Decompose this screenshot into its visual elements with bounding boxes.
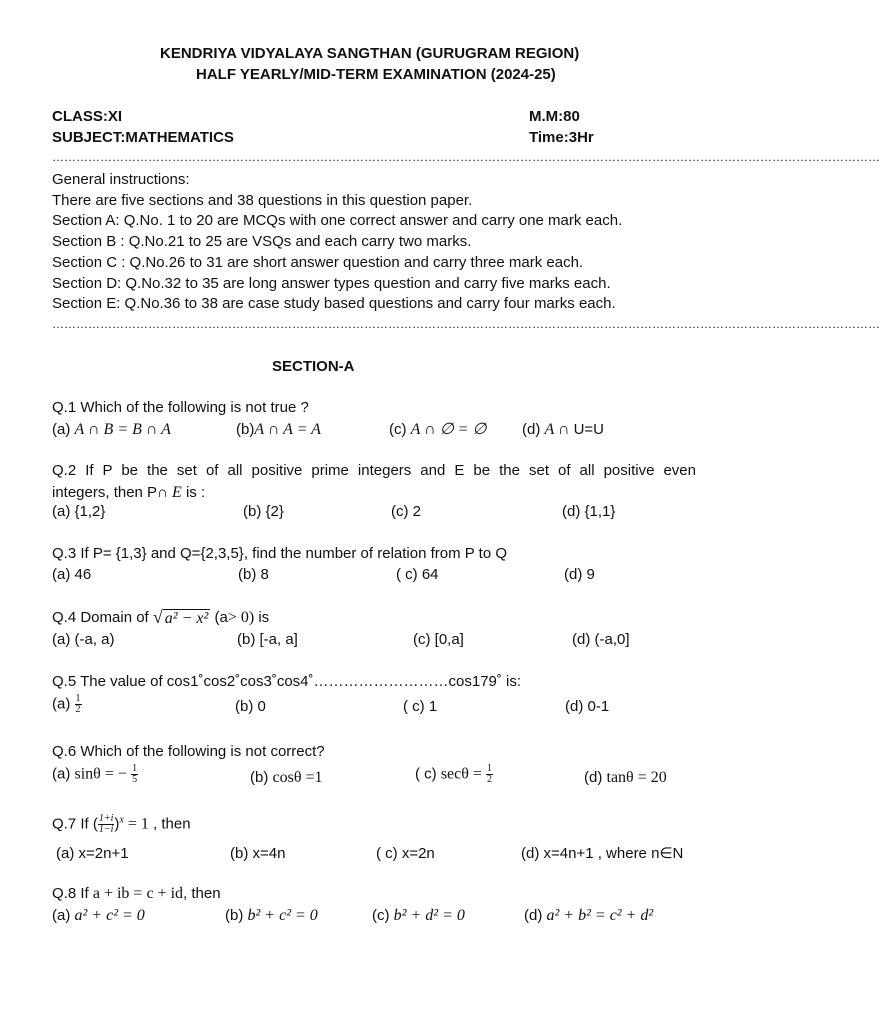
q5-option-c: ( c) 1 [403, 698, 438, 715]
time-label: Time:3Hr [529, 129, 594, 146]
q4-option-b: (b) [-a, a] [237, 631, 298, 648]
q5-option-d: (d) 0-1 [565, 698, 610, 715]
q3-option-b: (b) 8 [238, 566, 269, 583]
fraction: $\frac{1+i}{1-i}$ [98, 813, 114, 835]
q3-option-c: ( c) 64 [396, 566, 439, 583]
question-1-stem: Q.1 Which of the following is not true ? [52, 399, 309, 416]
question-5-stem: Q.5 The value of cos1˚cos2˚cos3˚cos4˚………………………cos179˚ is: [52, 673, 522, 690]
q8-option-d: (d) a² + b² = c² + d² [524, 907, 654, 924]
exam-title: HALF YEARLY/MID-TERM EXAMINATION (2024-25) [196, 66, 556, 83]
q6-option-a: (a) sinθ = − $\frac{1}{5}$ [52, 763, 138, 785]
q4-option-d: (d) (-a,0] [572, 631, 630, 648]
q7-option-c: ( c) x=2n [376, 845, 435, 862]
fraction: $\frac{1}{5}$ [132, 763, 138, 785]
q5-option-b: (b) 0 [235, 698, 266, 715]
q2-option-b: (b) {2} [243, 503, 284, 520]
dotted-divider: ……………………………………………………………………………………………………………………………………………………………………………………… [52, 150, 880, 164]
q7-option-a: (a) x=2n+1 [56, 845, 129, 862]
q1-option-c: (c) A ∩ ∅ = ∅ [389, 421, 487, 438]
dotted-divider: ……………………………………………………………………………………………………………………………………………………………………………………… [52, 317, 880, 331]
q4-option-a: (a) (-a, a) [52, 631, 115, 648]
school-title: KENDRIYA VIDYALAYA SANGTHAN (GURUGRAM REGION) [160, 45, 580, 62]
fraction: $\frac{1}{2}$ [75, 693, 81, 715]
instruction-line: Section D: Q.No.32 to 35 are long answer types question and carry five marks each. [52, 275, 611, 292]
q8-option-c: (c) b² + d² = 0 [372, 907, 465, 924]
q8-option-b: (b) b² + c² = 0 [225, 907, 318, 924]
q1-option-d: (d) A ∩ U=U [522, 421, 604, 438]
question-2-stem-cont: integers, then P∩ E is : [52, 484, 206, 501]
q5-option-a: (a) $\frac{1}{2}$ [52, 693, 81, 715]
q1-option-b: (b)A ∩ A = A [236, 421, 321, 438]
instruction-line: Section B : Q.No.21 to 25 are VSQs and each carry two marks. [52, 233, 472, 250]
q1-option-a: (a) A ∩ B = B ∩ A [52, 421, 171, 438]
q6-option-c: ( c) secθ = $\frac{1}{2}$ [415, 763, 492, 785]
class-label: CLASS:XI [52, 108, 123, 125]
question-7-stem: Q.7 If ( $\frac{1+i}{1-i}$ )$^x$ = 1 , then [52, 813, 191, 835]
q2-option-c: (c) 2 [391, 503, 421, 520]
section-title: SECTION-A [272, 358, 355, 375]
max-marks: M.M:80 [529, 108, 580, 125]
instruction-line: There are five sections and 38 questions in this question paper. [52, 192, 473, 209]
q6-option-b: (b) cosθ =1 [250, 769, 323, 786]
fraction: $\frac{1}{2}$ [486, 763, 492, 785]
instruction-line: Section E: Q.No.36 to 38 are case study based questions and carry four marks each. [52, 295, 616, 312]
q3-option-d: (d) 9 [564, 566, 595, 583]
question-3-stem: Q.3 If P= {1,3} and Q={2,3,5}, find the number of relation from P to Q [52, 545, 508, 562]
q4-option-c: (c) [0,a] [413, 631, 464, 648]
square-root: √ a² − x² [152, 607, 209, 627]
instruction-line: Section A: Q.No. 1 to 20 are MCQs with one correct answer and carry one mark each. [52, 212, 623, 229]
question-6-stem: Q.6 Which of the following is not correct? [52, 743, 325, 760]
question-8-stem: Q.8 If a + ib = c + id, then [52, 885, 221, 902]
q7-option-d: (d) x=4n+1 , where n∈N [521, 845, 684, 862]
q7-option-b: (b) x=4n [230, 845, 286, 862]
instructions-title: General instructions: [52, 171, 190, 188]
q2-option-d: (d) {1,1} [562, 503, 616, 520]
q3-option-a: (a) 46 [52, 566, 92, 583]
question-4-stem: Q.4 Domain of √ a² − x² (a> 0) is [52, 607, 270, 627]
question-2-stem: Q.2 If P be the set of all positive prime integers and E be the set of all positive even [52, 462, 696, 479]
q8-option-a: (a) a² + c² = 0 [52, 907, 145, 924]
instruction-line: Section C : Q.No.26 to 31 are short answer question and carry three mark each. [52, 254, 584, 271]
subject-label: SUBJECT:MATHEMATICS [52, 129, 234, 146]
q2-option-a: (a) {1,2} [52, 503, 106, 520]
q6-option-d: (d) tanθ = 20 [584, 769, 667, 786]
